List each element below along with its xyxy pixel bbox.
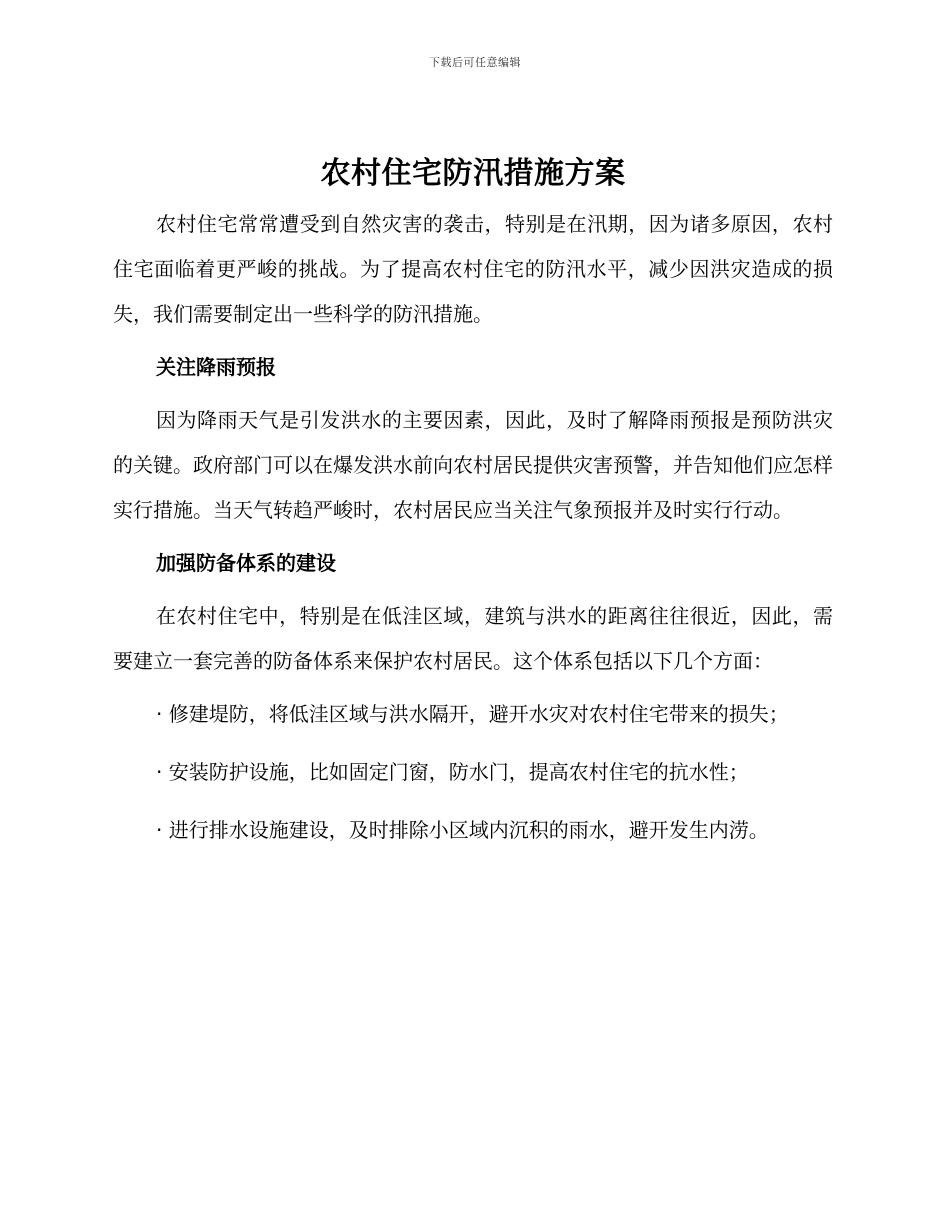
header-note: 下载后可任意编辑 — [429, 56, 521, 69]
list-item-text: 进行排水设施建设，及时排除小区域内沉积的雨水，避开发生内涝。 — [168, 818, 769, 842]
document-title: 农村住宅防汛措施方案 — [320, 156, 626, 191]
document-body — [113, 152, 833, 866]
bullet-marker: · — [156, 818, 163, 842]
list-item-text: 安装防护设施，比如固定门窗，防水门，提高农村住宅的抗水性； — [168, 760, 749, 784]
section-paragraph-defense: 在农村住宅中，特别是在低洼区域，建筑与洪水的距离往往很近，因此，需要建立一套完善的防备体系来保护农村居民。这个体系包括以下几个方面： — [113, 604, 833, 673]
list-item — [113, 808, 833, 853]
section-heading-defense: 加强防备体系的建设 — [156, 551, 336, 575]
list-item — [113, 750, 833, 795]
intro-paragraph: 农村住宅常常遭受到自然灾害的袭击，特别是在汛期，因为诸多原因，农村住宅面临着更严峻的挑战。为了提高农村住宅的防汛水平，减少因洪灾造成的损失，我们需要制定出一些科学的防汛措施。 — [113, 212, 833, 326]
list-item-text: 修建堤防，将低洼区域与洪水隔开，避开水灾对农村住宅带来的损失； — [168, 702, 789, 726]
section-heading-rainfall: 关注降雨预报 — [156, 355, 276, 379]
bullet-marker: · — [156, 760, 163, 784]
list-item — [113, 692, 833, 737]
bullet-marker: · — [156, 702, 163, 726]
section-paragraph-rainfall: 因为降雨天气是引发洪水的主要因素，因此，及时了解降雨预报是预防洪灾的关键。政府部门可以在爆发洪水前向农村居民提供灾害预警，并告知他们应怎样实行措施。当天气转趋严峻时，农村居民应当关注气象预报并及时实行行动。 — [113, 408, 833, 522]
measure-list — [113, 692, 833, 853]
